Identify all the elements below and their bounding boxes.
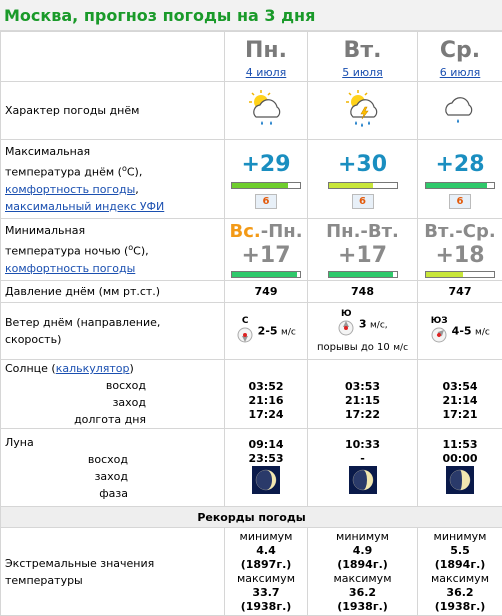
comfort-bar-fill (232, 183, 288, 188)
moonrise-time: 10:33 (308, 438, 417, 452)
wind-arrow-icon (430, 326, 448, 344)
comfort-bar (231, 271, 301, 278)
day-header-1 (308, 32, 418, 82)
weather-icon-cell (225, 82, 308, 140)
moonrise-time: 11:53 (418, 438, 502, 452)
record-max-value: 36.2 (418, 586, 502, 600)
day-length: 17:24 (225, 408, 307, 422)
moon-cell (418, 429, 502, 507)
min-temp-cell (418, 219, 502, 281)
moon-cell (308, 429, 418, 507)
min-temp-cell (225, 219, 308, 281)
sunset-time: 21:16 (225, 394, 307, 408)
wind-speed: 3 (359, 318, 367, 331)
sun-cell (225, 360, 308, 429)
night-span: Вт.-Ср. (418, 221, 502, 243)
pressure-row (1, 281, 502, 303)
record-min-value: 5.5 (418, 544, 502, 558)
comfort-bar-fill (329, 272, 394, 277)
record-max-year: (1938г.) (308, 600, 417, 614)
cloud-sun-rain-icon (244, 87, 288, 131)
page-title: Москва, прогноз погоды на 3 дня (0, 0, 502, 31)
max-temp-value: +29 (225, 150, 307, 180)
record-min-value: 4.9 (308, 544, 417, 558)
comfort-bar (328, 271, 398, 278)
extremes-cell: минимум 4.9 (1894г.) максимум 36.2 (1938г.) (308, 528, 418, 616)
moonrise-time: 09:14 (225, 438, 307, 452)
sun-row (1, 360, 502, 429)
day-header-row (1, 32, 502, 82)
wind-cell: Ю 3 м/с, порывы до 10 м/с (308, 303, 418, 360)
wind-row (1, 303, 502, 360)
uv-index-link[interactable]: максимальный индекс УФИ (5, 200, 164, 213)
sunrise-time: 03:53 (308, 380, 417, 394)
sun-label: Солнце (калькулятор) восход заход долгота дня (1, 360, 225, 429)
max-temp-value: +28 (418, 150, 502, 180)
weather-label: Характер погоды днём (1, 82, 225, 140)
max-temp-cell (308, 140, 418, 219)
comfort-bar (231, 182, 301, 189)
comfort-bar-fill (426, 183, 487, 188)
sun-calculator-link[interactable]: калькулятор (56, 362, 130, 375)
day-name: Ср. (418, 33, 502, 65)
comfort-bar-fill (329, 183, 373, 188)
min-temp-row (1, 219, 502, 281)
wind-label: Ветер днём (направление, скорость) (1, 303, 225, 360)
extremes-cell: минимум 5.5 (1894г.) максимум 36.2 (1938г.) (418, 528, 502, 616)
night-span: Вс.-Пн. (225, 221, 307, 243)
min-temp-value: +18 (418, 243, 502, 269)
max-temp-row (1, 140, 502, 219)
day-name: Вт. (308, 33, 417, 65)
moon-phase-icon (349, 466, 377, 494)
records-header-row (1, 507, 502, 528)
wind-cell: С 2-5 м/с (225, 303, 308, 360)
wind-arrow-icon (337, 319, 355, 337)
min-temp-cell (308, 219, 418, 281)
max-temp-cell (418, 140, 502, 219)
comfort-bar-fill (426, 272, 463, 277)
extremes-cell: минимум 4.4 (1897г.) максимум 33.7 (1938г.) (225, 528, 308, 616)
sunrise-time: 03:54 (418, 380, 502, 394)
weather-icon-cell (308, 82, 418, 140)
record-max-value: 36.2 (308, 586, 417, 600)
sun-cell (308, 360, 418, 429)
forecast-table (0, 31, 502, 616)
pressure-label: Давление днём (мм рт.ст.) (1, 281, 225, 303)
moon-label: Луна восход заход фаза (1, 429, 225, 507)
wind-direction (236, 316, 254, 347)
day-name: Пн. (225, 33, 307, 65)
moonset-time: 00:00 (418, 452, 502, 466)
record-min-year: (1897г.) (225, 558, 307, 572)
sunset-time: 21:15 (308, 394, 417, 408)
max-temp-cell (225, 140, 308, 219)
sunset-time: 21:14 (418, 394, 502, 408)
sunrise-time: 03:52 (225, 380, 307, 394)
record-min-year: (1894г.) (418, 558, 502, 572)
day-length: 17:21 (418, 408, 502, 422)
uv-index-badge: 6 (352, 194, 374, 209)
comfort-bar-fill (232, 272, 297, 277)
wind-direction (337, 309, 355, 340)
weather-icon-cell (418, 82, 502, 140)
wind-direction-label: ЮЗ (430, 316, 448, 326)
max-temp-value: +30 (308, 150, 417, 180)
uv-index-badge: 6 (449, 194, 471, 209)
cloud-rain-icon (438, 87, 482, 131)
min-temp-label: Минимальная температура ночью ($^o$C), комфортность погоды (1, 219, 225, 281)
day-length: 17:22 (308, 408, 417, 422)
day-date-link[interactable]: 5 июля (342, 66, 383, 79)
record-max-value: 33.7 (225, 586, 307, 600)
comfort-bar (328, 182, 398, 189)
extremes-label: Экстремальные значения температуры (1, 528, 225, 616)
max-temp-label: Максимальная температура днём ($^o$C), комфортность погоды, максимальный индекс УФИ (1, 140, 225, 219)
moon-phase-icon (252, 466, 280, 494)
day-header-0 (225, 32, 308, 82)
day-date-link[interactable]: 4 июля (246, 66, 287, 79)
moonset-time: - (308, 452, 417, 466)
wind-cell: ЮЗ 4-5 м/с (418, 303, 502, 360)
min-temp-value: +17 (308, 243, 417, 269)
wind-direction-label: Ю (337, 309, 355, 319)
moon-row (1, 429, 502, 507)
comfort-link[interactable]: комфортность погоды (5, 183, 135, 196)
pressure-value: 748 (308, 281, 418, 303)
cloud-sun-thunder-icon (341, 87, 385, 131)
wind-arrow-icon (236, 326, 254, 344)
sun-cell (418, 360, 502, 429)
records-header: Рекорды погоды (1, 507, 502, 528)
moonset-time: 23:53 (225, 452, 307, 466)
pressure-value: 747 (418, 281, 502, 303)
comfort-link[interactable]: комфортность погоды (5, 262, 135, 275)
wind-speed: 2-5 (258, 324, 278, 337)
weather-row (1, 82, 502, 140)
night-span: Пн.-Вт. (308, 221, 417, 243)
wind-speed: 4-5 (452, 324, 472, 337)
record-min-value: 4.4 (225, 544, 307, 558)
record-max-year: (1938г.) (225, 600, 307, 614)
min-temp-value: +17 (225, 243, 307, 269)
extremes-row (1, 528, 502, 616)
day-header-2 (418, 32, 502, 82)
header-empty-cell (1, 32, 225, 82)
day-date-link[interactable]: 6 июля (440, 66, 481, 79)
comfort-bar (425, 182, 495, 189)
moon-cell (225, 429, 308, 507)
record-max-year: (1938г.) (418, 600, 502, 614)
comfort-bar (425, 271, 495, 278)
wind-direction-label: С (236, 316, 254, 326)
record-min-year: (1894г.) (308, 558, 417, 572)
wind-direction (430, 316, 448, 347)
moon-phase-icon (446, 466, 474, 494)
pressure-value: 749 (225, 281, 308, 303)
wind-gusts: порывы до 10 (317, 342, 390, 353)
uv-index-badge: 6 (255, 194, 277, 209)
